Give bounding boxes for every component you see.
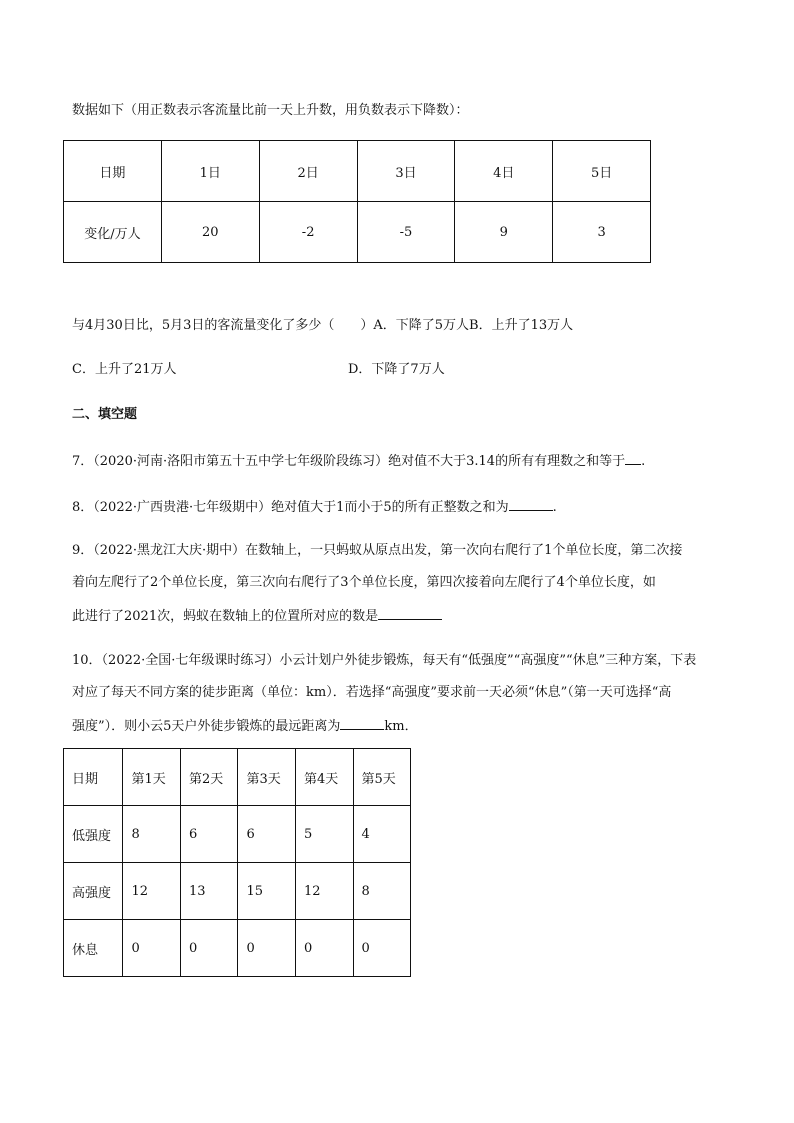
table-header-cell: 第1天 [123, 749, 181, 806]
intro-text: 数据如下（用正数表示客流量比前一天上升数，用负数表示下降数）： [72, 103, 469, 118]
table-cell: 0 [295, 920, 353, 977]
table-header-cell: 第3天 [238, 749, 296, 806]
table-cell: 12 [295, 863, 353, 920]
answer-blank [625, 450, 641, 465]
table-cell: 9 [455, 202, 553, 263]
hiking-distance-table [63, 748, 411, 977]
table-cell: 8 [353, 863, 411, 920]
table-cell: 15 [238, 863, 296, 920]
table-header-cell: 3日 [357, 141, 455, 202]
question-8 [72, 496, 557, 518]
table-row [64, 749, 411, 806]
table-header-cell: 第4天 [295, 749, 353, 806]
answer-blank [340, 715, 384, 730]
table-cell: 6 [180, 806, 238, 863]
table-header-cell: 5日 [553, 141, 651, 202]
question-8-text: 8．（2022·广西贵港·七年级期中）绝对值大于1而小于5的所有正整数之和为 [72, 500, 509, 515]
table-cell: 变化/万人 [64, 202, 162, 263]
question-7 [72, 450, 645, 472]
table-cell: 3 [553, 202, 651, 263]
question-9-line-1: 9．（2022·黑龙江大庆·期中）在数轴上，一只蚂蚁从原点出发，第一次向右爬行了1个单位长度，第二次接 [72, 543, 683, 558]
section-heading: 二、填空题 [72, 407, 138, 422]
table-cell: -5 [357, 202, 455, 263]
table-row [64, 920, 411, 977]
question-7-end: . [641, 454, 646, 469]
table-cell: 5 [295, 806, 353, 863]
question-6-option-c: C．上升了21万人 [72, 362, 177, 377]
table-header-cell: 日期 [64, 141, 162, 202]
table-cell: 0 [238, 920, 296, 977]
table-cell: 8 [123, 806, 181, 863]
table-row [64, 863, 411, 920]
passenger-flow-table [63, 140, 651, 263]
table-cell: 休息 [64, 920, 123, 977]
question-10-line-1: 10．（2022·全国·七年级课时练习）小云计划户外徒步锻炼，每天有“低强度”“高强度”“休息”三种方案，下表 [72, 653, 697, 668]
table-cell: 0 [180, 920, 238, 977]
table-header-cell: 第5天 [353, 749, 411, 806]
table-cell: 低强度 [64, 806, 123, 863]
question-9-text: 此进行了2021次，蚂蚁在数轴上的位置所对应的数是 [72, 609, 379, 624]
table-row [64, 202, 651, 263]
table-header-cell: 1日 [161, 141, 259, 202]
table-cell: 12 [123, 863, 181, 920]
question-10-line-3 [72, 715, 418, 737]
table-cell: -2 [259, 202, 357, 263]
table-row [64, 141, 651, 202]
table-row [64, 806, 411, 863]
answer-blank [378, 605, 442, 620]
table-cell: 6 [238, 806, 296, 863]
table-header-cell: 4日 [455, 141, 553, 202]
question-7-text: 7．（2020·河南·洛阳市第五十五中学七年级阶段练习）绝对值不大于3.14的所有有理数之和等于 [72, 454, 626, 469]
table-cell: 高强度 [64, 863, 123, 920]
question-6-stem: 与4月30日比，5月3日的客流量变化了多少（ ）A．下降了5万人B．上升了13万人 [72, 318, 574, 333]
answer-blank [509, 496, 553, 511]
question-10-text: 强度”）．则小云5天户外徒步锻炼的最远距离为 [72, 719, 341, 734]
table-cell: 0 [353, 920, 411, 977]
table-header-cell: 第2天 [180, 749, 238, 806]
question-6-option-d: D．下降了7万人 [348, 362, 445, 377]
question-10-line-2: 对应了每天不同方案的徒步距离（单位：km）．若选择“高强度”要求前一天必须“休息”（第一天可选择“高 [72, 685, 672, 700]
table-header-cell: 日期 [64, 749, 123, 806]
question-9-line-2: 着向左爬行了2个单位长度，第三次向右爬行了3个单位长度，第四次接着向左爬行了4个单位长度，如 [72, 575, 656, 590]
question-9-line-3 [72, 605, 442, 627]
table-cell: 13 [180, 863, 238, 920]
question-8-end: . [552, 500, 557, 515]
table-cell: 4 [353, 806, 411, 863]
table-cell: 0 [123, 920, 181, 977]
table-header-cell: 2日 [259, 141, 357, 202]
table-cell: 20 [161, 202, 259, 263]
question-10-unit: km． [384, 719, 418, 734]
